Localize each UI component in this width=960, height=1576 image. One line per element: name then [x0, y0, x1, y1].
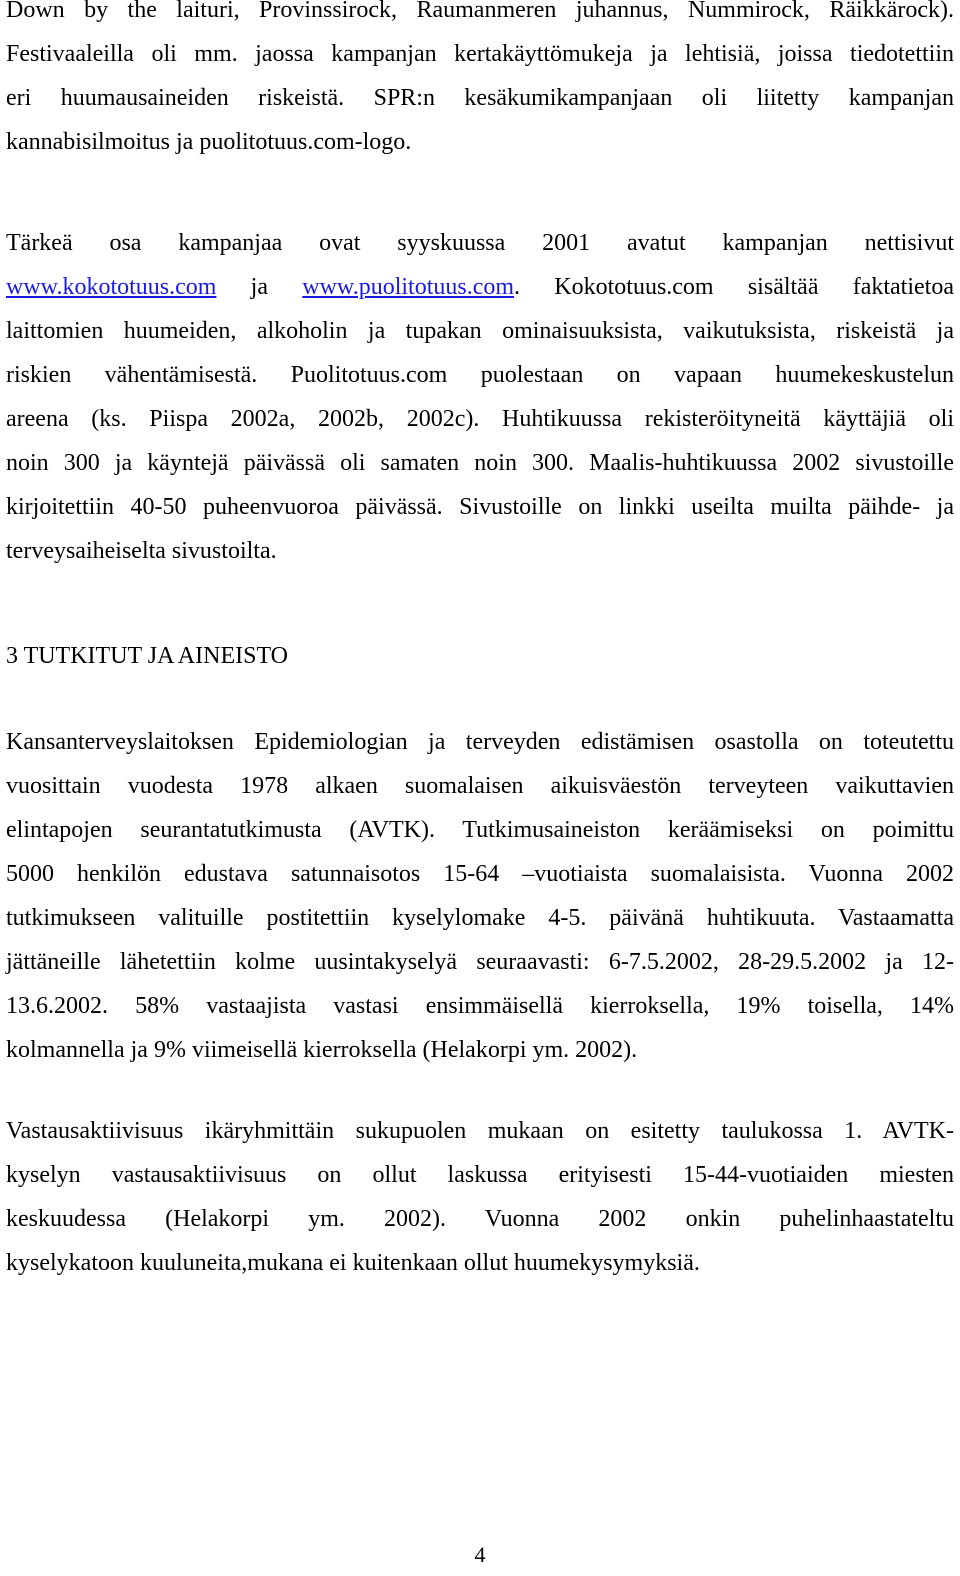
text-line: keskuudessa (Helakorpi ym. 2002). Vuonna 2002 onkin puhelinhaastateltu [6, 1206, 954, 1232]
text-line: 5000 henkilön edustava satunnaisotos 15-64 –vuotiaista suomalaisista. Vuonna 2002 [6, 861, 954, 887]
text-line: noin 300 ja käyntejä päivässä oli samaten noin 300. Maalis-huhtikuussa 2002 sivustoille [6, 450, 954, 476]
text-line: kirjoitettiin 40-50 puheenvuoroa päivässä. Sivustoille on linkki useilta muilta päihde- ja [6, 494, 954, 520]
text-line: 13.6.2002. 58% vastaajista vastasi ensimmäisellä kierroksella, 19% toisella, 14% [6, 993, 954, 1019]
link-puolitotuus[interactable]: www.puolitotuus.com [302, 274, 515, 300]
text-line: Vastausaktiivisuus ikäryhmittäin sukupuolen mukaan on esitetty taulukossa 1. AVTK- [6, 1118, 954, 1144]
text-line: areena (ks. Piispa 2002a, 2002b, 2002c). Huhtikuussa rekisteröityneitä käyttäjiä oli [6, 406, 954, 432]
text-line: Down by the laituri, Provinssirock, Raumanmeren juhannus, Nummirock, Räikkärock). [6, 0, 954, 23]
text-line: laittomien huumeiden, alkoholin ja tupakan ominaisuuksista, vaikutuksista, riskeistä ja [6, 318, 954, 344]
text-line: kolmannella ja 9% viimeisellä kierroksella (Helakorpi ym. 2002). [6, 1037, 638, 1063]
text-fragment: ja [216, 274, 303, 300]
text-line: kyselyn vastausaktiivisuus on ollut laskussa erityisesti 15-44-vuotiaiden miesten [6, 1162, 954, 1188]
paragraph-websites [6, 221, 954, 573]
text-line: terveysaiheiselta sivustoilta. [6, 538, 277, 564]
section-heading: 3 TUTKITUT JA AINEISTO [6, 643, 288, 669]
text-line: riskien vähentämisestä. Puolitotuus.com puolestaan on vapaan huumekeskustelun [6, 362, 954, 388]
text-line: Tärkeä osa kampanjaa ovat syyskuussa 2001 avatut kampanjan nettisivut [6, 230, 954, 256]
paragraph-response-activity [6, 1109, 954, 1285]
text-line: elintapojen seurantatutkimusta (AVTK). Tutkimusaineiston keräämiseksi on poimittu [6, 817, 954, 843]
text-line: jättäneille lähetettiin kolme uusintakyselyä seuraavasti: 6-7.5.2002, 28-29.5.2002 ja 12- [6, 949, 954, 975]
text-line-with-links [6, 265, 954, 309]
text-line: tutkimukseen valituille postitettiin kyselylomake 4-5. päivänä huhtikuuta. Vastaamatta [6, 905, 954, 931]
page-number: 4 [474, 1542, 486, 1567]
paragraph-avtk [6, 720, 954, 1072]
text-line: Festivaaleilla oli mm. jaossa kampanjan kertakäyttömukeja ja lehtisiä, joissa tiedotettiin [6, 41, 954, 67]
text-line: Kansanterveyslaitoksen Epidemiologian ja terveyden edistämisen osastolla on toteutettu [6, 729, 954, 755]
text-fragment: . Kokototuus.com sisältää faktatietoa [514, 274, 954, 300]
text-line: kannabisilmoitus ja puolitotuus.com-logo. [6, 129, 412, 155]
text-line: vuosittain vuodesta 1978 alkaen suomalaisen aikuisväestön terveyteen vaikuttavien [6, 773, 954, 799]
text-line: kyselykatoon kuuluneita,mukana ei kuitenkaan ollut huumekysymyksiä. [6, 1250, 700, 1276]
text-line: eri huumausaineiden riskeistä. SPR:n kesäkumikampanjaan oli liitetty kampanjan [6, 85, 954, 111]
link-kokototuus[interactable]: www.kokototuus.com [6, 274, 217, 300]
paragraph-festivals [6, 0, 954, 164]
